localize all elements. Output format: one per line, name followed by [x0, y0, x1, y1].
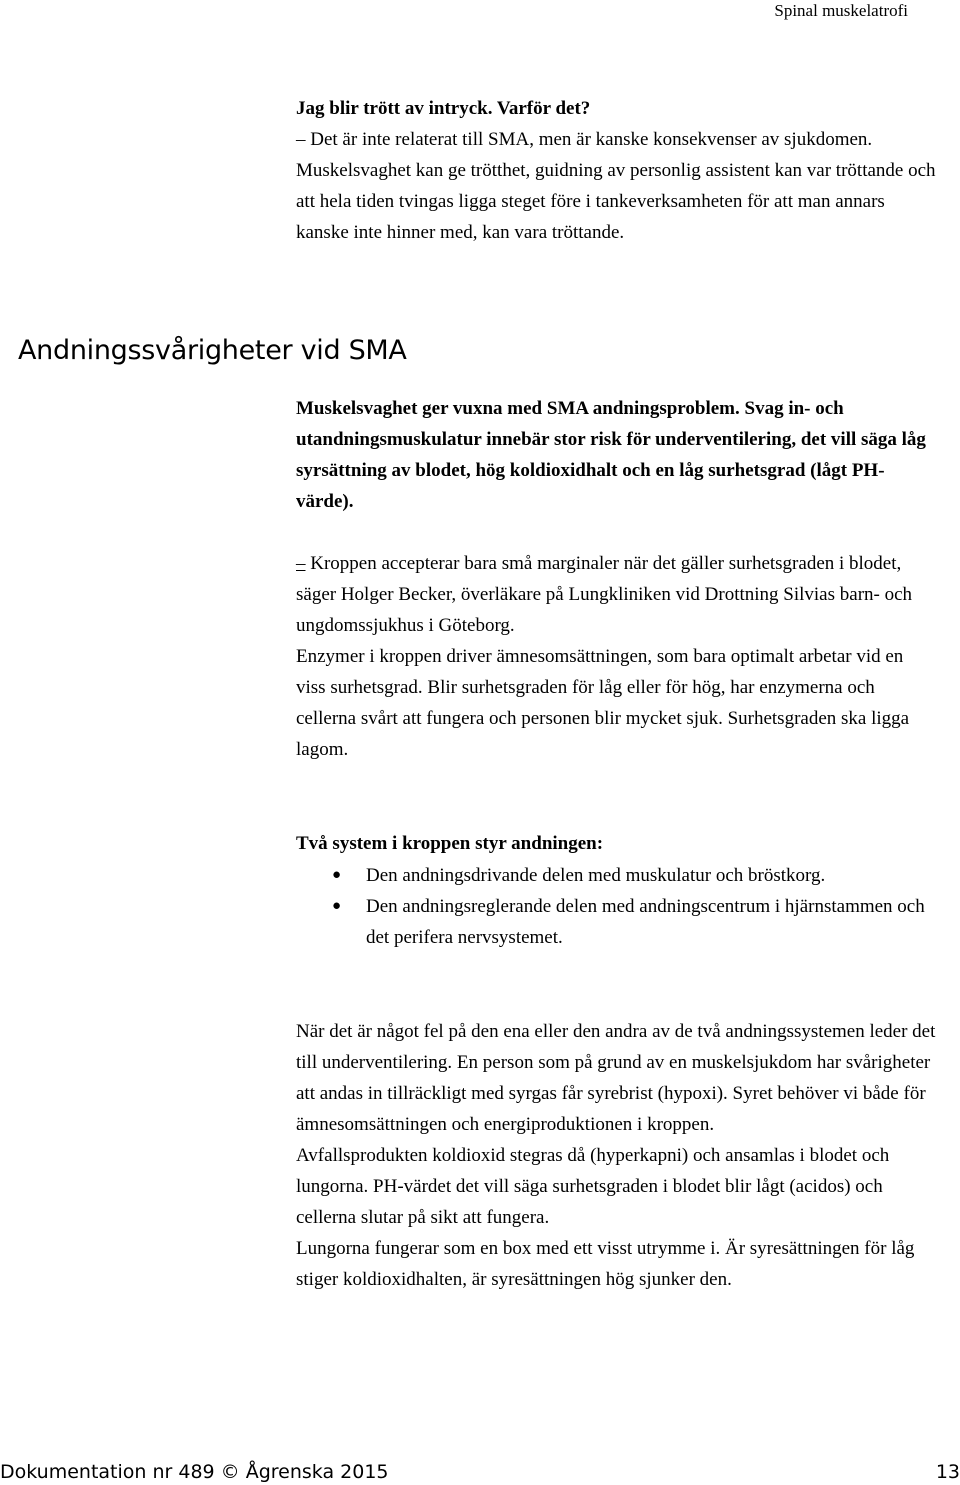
quote-dash: – — [296, 553, 306, 574]
answer-text: – Det är inte relaterat till SMA, men är kanske konsekvenser av sjukdomen. Muskelsvaghet kan ge trötthet, guidning av personlig assistent kan var tröttande och att hela tiden tvingas ligga steget före i tankeverksamheten för att man annars kanske inte hinner med, kan vara tröttande. — [296, 129, 936, 243]
lead-paragraph: Muskelsvaghet ger vuxna med SMA andningsproblem. Svag in- och utandningsmuskulatur innebär stor risk för underventilering, det vill säga låg syrsättning av blodet, hög koldioxidhalt och en låg surhetsgrad (lågt PH-värde). — [296, 398, 926, 512]
quote-paragraph — [296, 548, 936, 641]
page-number: 13 — [935, 1461, 960, 1483]
list-item-text: Den andningsreglerande delen med andningscentrum i hjärnstammen och det perifera nervsystemet. — [366, 896, 925, 948]
question-text: Jag blir trött av intryck. Varför det? — [296, 98, 591, 119]
footer-publication: Dokumentation nr 489 © Ågrenska 2015 — [0, 1461, 389, 1483]
qa-block — [296, 93, 936, 248]
section-heading: Andningssvårigheter vid SMA — [18, 335, 407, 366]
list-item — [296, 891, 936, 953]
list-item — [296, 860, 936, 891]
bullet-icon: ● — [332, 867, 342, 883]
systems-heading-block — [296, 828, 936, 859]
list-item-text: Den andningsdrivande delen med muskulatur och bröstkorg. — [366, 865, 826, 886]
systems-list — [296, 860, 936, 953]
closing-paragraph-1: När det är något fel på den ena eller den andra av de två andningssystemen leder det till underventilering. En person som på grund av en muskelsjukdom har svårigheter att andas in tillräckligt med syrgas får syrebrist (hypoxi). Syret behöver vi både för ämnesomsättningen och energiproduktionen i kroppen. — [296, 1021, 936, 1135]
closing-paragraph-3: Lungorna fungerar som en box med ett visst utrymme i. Är syresättningen för låg stiger koldioxidhalten, är syresättningen hög sjunker den. — [296, 1238, 915, 1290]
page-footer — [0, 1460, 960, 1485]
closing-paragraph-2: Avfallsprodukten koldioxid stegras då (hyperkapni) och ansamlas i blodet och lungorna. PH-värdet det vill säga surhetsgraden i blodet blir lågt (acidos) och cellerna slutar på sikt att fungera. — [296, 1145, 890, 1228]
lead-paragraph-block — [296, 393, 936, 517]
quote-text: Kroppen accepterar bara små marginaler när det gäller surhetsgraden i blodet, säger Holger Becker, överläkare på Lungkliniken vid Drottning Silvias barn- och ungdomssjukhus i Göteborg. — [296, 553, 913, 636]
closing-block — [296, 1016, 936, 1295]
running-header-title: Spinal muskelatrofi — [774, 1, 908, 20]
enzymes-paragraph: Enzymer i kroppen driver ämnesomsättningen, som bara optimalt arbetar vid en viss surhetsgrad. Blir surhetsgraden för låg eller för hög, har enzymerna och cellerna svårt att fungera och personen blir mycket sjuk. Surhetsgraden ska ligga lagom. — [296, 646, 910, 760]
bullet-icon: ● — [332, 898, 342, 914]
quote-block — [296, 548, 936, 765]
systems-heading: Två system i kroppen styr andningen: — [296, 833, 604, 854]
